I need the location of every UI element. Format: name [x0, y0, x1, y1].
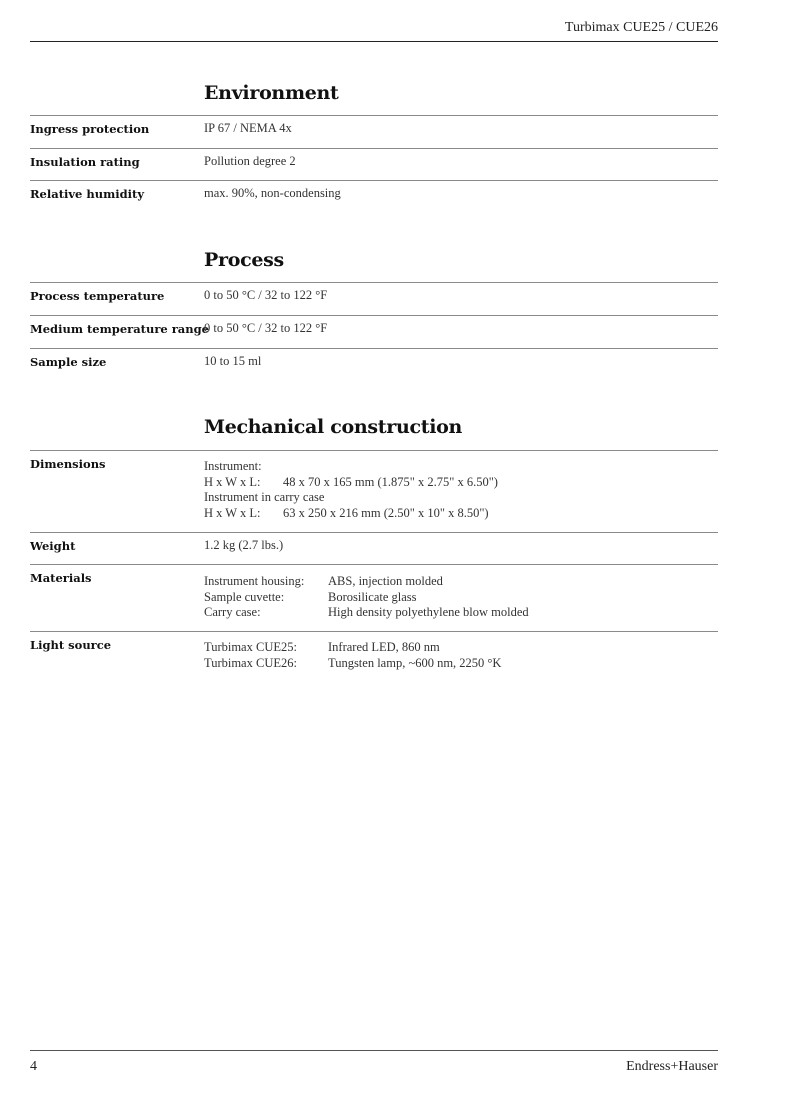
light-source-row [204, 656, 501, 672]
divider [30, 631, 718, 632]
dimensions-value: 63 x 250 x 216 mm (2.50" x 10" x 8.50") [283, 505, 489, 520]
dimensions-carry-case-row [204, 506, 498, 522]
divider [30, 315, 718, 316]
value-process-temperature: 0 to 50 °C / 32 to 122 °F [204, 288, 328, 302]
value-ingress-protection: IP 67 / NEMA 4x [204, 121, 292, 135]
label-materials: Materials [30, 571, 92, 585]
materials-row [204, 574, 529, 590]
section-title-mechanical-construction: Mechanical construction [204, 416, 463, 438]
label-dimensions: Dimensions [30, 457, 106, 471]
divider [30, 282, 718, 283]
dimensions-instrument-row [204, 475, 498, 491]
dimensions-key: H x W x L: [204, 505, 261, 520]
divider [30, 564, 718, 565]
value-medium-temperature-range: 0 to 50 °C / 32 to 122 °F [204, 321, 328, 335]
footer-rule [30, 1050, 718, 1051]
running-header: Turbimax CUE25 / CUE26 [564, 20, 718, 35]
materials-value: Borosilicate glass [328, 589, 417, 604]
dimensions-carry-case: Instrument in carry case [204, 490, 325, 504]
label-insulation-rating: Insulation rating [30, 155, 140, 169]
value-insulation-rating: Pollution degree 2 [204, 154, 296, 168]
page-number: 4 [30, 1059, 37, 1074]
divider [30, 532, 718, 533]
label-medium-temperature-range: Medium temperature range [30, 322, 209, 336]
light-source-row [204, 640, 501, 656]
label-light-source: Light source [30, 638, 112, 652]
value-weight: 1.2 kg (2.7 lbs.) [204, 538, 284, 552]
label-process-temperature: Process temperature [30, 289, 165, 303]
section-title-process: Process [204, 249, 284, 271]
value-materials [204, 574, 529, 621]
materials-row [204, 605, 529, 621]
header-rule [30, 41, 718, 42]
dimensions-instrument: Instrument: [204, 459, 262, 473]
dimensions-value: 48 x 70 x 165 mm (1.875" x 2.75" x 6.50") [283, 474, 498, 489]
materials-key: Instrument housing: [204, 574, 305, 588]
materials-key: Sample cuvette: [204, 589, 285, 604]
light-source-value: Tungsten lamp, ~600 nm, 2250 °K [328, 655, 502, 670]
label-weight: Weight [30, 539, 76, 553]
label-ingress-protection: Ingress protection [30, 122, 150, 136]
dimensions-key: H x W x L: [204, 474, 261, 489]
divider [30, 348, 718, 349]
value-dimensions [204, 459, 498, 521]
materials-value: ABS, injection molded [328, 574, 443, 588]
section-title-environment: Environment [204, 82, 339, 104]
light-source-value: Infrared LED, 860 nm [328, 640, 440, 654]
light-source-key: Turbimax CUE25: [204, 640, 297, 654]
divider [30, 148, 718, 149]
footer-brand: Endress+Hauser [626, 1059, 718, 1074]
label-sample-size: Sample size [30, 355, 107, 369]
materials-key: Carry case: [204, 605, 261, 619]
divider [30, 450, 718, 451]
divider [30, 115, 718, 116]
light-source-key: Turbimax CUE26: [204, 655, 297, 670]
value-sample-size: 10 to 15 ml [204, 354, 262, 368]
materials-row [204, 590, 529, 606]
value-relative-humidity: max. 90%, non-condensing [204, 186, 341, 200]
value-light-source [204, 640, 501, 671]
divider [30, 180, 718, 181]
materials-value: High density polyethylene blow molded [328, 605, 529, 619]
label-relative-humidity: Relative humidity [30, 187, 145, 201]
